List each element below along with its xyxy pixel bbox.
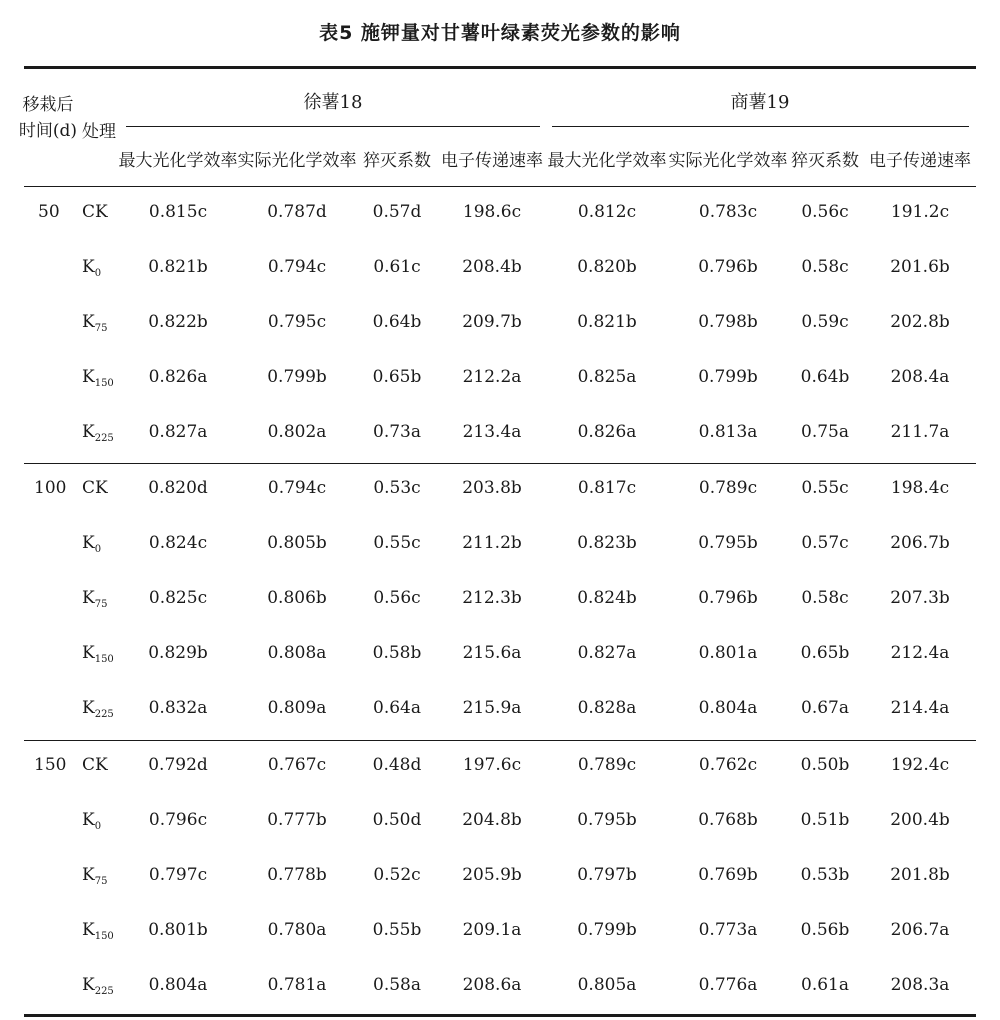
table-cell: 0.780a bbox=[267, 920, 327, 940]
time-header-line1: 移栽后 bbox=[22, 95, 74, 115]
table-cell: 0.820d bbox=[148, 478, 208, 498]
treatment-subscript: 0 bbox=[94, 268, 102, 279]
table-cell: 0.794c bbox=[267, 478, 327, 498]
table-cell: 208.4b bbox=[462, 257, 522, 277]
treatment-label bbox=[82, 698, 114, 720]
table-cell: 201.6b bbox=[890, 257, 950, 277]
treatment-symbol: K bbox=[82, 698, 95, 718]
table-cell: 0.58a bbox=[373, 975, 421, 995]
table-cell: 212.2a bbox=[462, 367, 522, 387]
table-cell: 0.57c bbox=[801, 533, 849, 553]
treatment-label bbox=[82, 202, 108, 222]
treatment-symbol: K bbox=[82, 422, 95, 442]
table-cell: 0.777b bbox=[267, 810, 327, 830]
time-value: 100 bbox=[34, 478, 67, 498]
table-cell: 0.52c bbox=[373, 865, 421, 885]
table-cell: 0.773a bbox=[698, 920, 758, 940]
table-cell: 213.4a bbox=[462, 422, 522, 442]
table-cell: 200.4b bbox=[890, 810, 950, 830]
table-cell: 208.6a bbox=[462, 975, 522, 995]
table-cell: 0.799b bbox=[698, 367, 758, 387]
table-cell: 0.796c bbox=[148, 810, 208, 830]
table-cell: 0.795b bbox=[698, 533, 758, 553]
column-header: 最大光化学效率 bbox=[547, 151, 667, 171]
table-cell: 0.787d bbox=[267, 202, 327, 222]
table-cell: 0.58c bbox=[801, 588, 849, 608]
table-cell: 203.8b bbox=[462, 478, 522, 498]
table-cell: 0.796b bbox=[698, 588, 758, 608]
treatment-symbol: CK bbox=[82, 478, 108, 498]
table-cell: 0.812c bbox=[577, 202, 637, 222]
table-cell: 0.832a bbox=[148, 698, 208, 718]
table-cell: 0.809a bbox=[267, 698, 327, 718]
table-cell: 204.8b bbox=[462, 810, 522, 830]
treatment-subscript: 75 bbox=[94, 323, 108, 334]
section-separator bbox=[24, 463, 976, 464]
table-cell: 0.805b bbox=[267, 533, 327, 553]
treatment-label bbox=[82, 643, 114, 665]
table-cell: 0.64b bbox=[372, 312, 422, 332]
table-cell: 0.769b bbox=[698, 865, 758, 885]
table-cell: 0.820b bbox=[577, 257, 637, 277]
table-cell: 0.821b bbox=[577, 312, 637, 332]
treatment-label bbox=[82, 422, 114, 444]
table-cell: 0.797c bbox=[148, 865, 208, 885]
table-cell: 0.56c bbox=[373, 588, 421, 608]
treatment-label bbox=[82, 588, 107, 610]
table-cell: 0.51b bbox=[800, 810, 850, 830]
table-cell: 0.59c bbox=[801, 312, 849, 332]
treatment-subscript: 225 bbox=[94, 709, 114, 720]
table-cell: 0.58c bbox=[801, 257, 849, 277]
table-cell: 0.801b bbox=[148, 920, 208, 940]
treatment-label bbox=[82, 920, 114, 942]
table-cell: 0.797b bbox=[577, 865, 637, 885]
table-cell: 207.3b bbox=[890, 588, 950, 608]
treatment-symbol: K bbox=[82, 257, 95, 277]
header-bottom-rule bbox=[24, 186, 976, 187]
table-cell: 0.815c bbox=[148, 202, 208, 222]
treatment-symbol: K bbox=[82, 920, 95, 940]
top-rule bbox=[24, 66, 976, 69]
table-cell: 0.67a bbox=[801, 698, 849, 718]
time-value: 150 bbox=[34, 755, 67, 775]
treatment-symbol: K bbox=[82, 588, 95, 608]
table-cell: 0.808a bbox=[267, 643, 327, 663]
table-cell: 215.9a bbox=[462, 698, 522, 718]
table-cell: 215.6a bbox=[462, 643, 522, 663]
table-cell: 0.794c bbox=[267, 257, 327, 277]
table-cell: 0.58b bbox=[372, 643, 422, 663]
treatment-symbol: K bbox=[82, 865, 95, 885]
table-cell: 212.3b bbox=[462, 588, 522, 608]
table-cell: 0.75a bbox=[801, 422, 849, 442]
time-value: 50 bbox=[38, 202, 60, 222]
table-cell: 0.822b bbox=[148, 312, 208, 332]
table-cell: 0.64a bbox=[373, 698, 421, 718]
treatment-subscript: 225 bbox=[94, 433, 114, 444]
section-separator bbox=[24, 740, 976, 741]
treatment-subscript: 75 bbox=[94, 599, 108, 610]
table-cell: 0.789c bbox=[577, 755, 637, 775]
treatment-subscript: 150 bbox=[94, 654, 114, 665]
table-cell: 0.824b bbox=[577, 588, 637, 608]
table-cell: 0.826a bbox=[577, 422, 637, 442]
table-cell: 0.57d bbox=[372, 202, 422, 222]
group2-underline bbox=[552, 126, 969, 127]
treatment-symbol: K bbox=[82, 810, 95, 830]
table-cell: 0.827a bbox=[577, 643, 637, 663]
table-cell: 0.817c bbox=[577, 478, 637, 498]
table-cell: 0.813a bbox=[698, 422, 758, 442]
treatment-label bbox=[82, 257, 101, 279]
table-cell: 0.73a bbox=[373, 422, 421, 442]
treatment-label bbox=[82, 975, 114, 997]
table-cell: 0.806b bbox=[267, 588, 327, 608]
table-cell: 214.4a bbox=[890, 698, 950, 718]
treatment-symbol: K bbox=[82, 643, 95, 663]
column-header: 最大光化学效率 bbox=[118, 151, 238, 171]
table-cell: 0.792d bbox=[148, 755, 208, 775]
table-cell: 0.825a bbox=[577, 367, 637, 387]
table-cell: 0.826a bbox=[148, 367, 208, 387]
table-cell: 208.4a bbox=[890, 367, 950, 387]
column-header: 猝灭系数 bbox=[363, 151, 431, 171]
table-cell: 0.827a bbox=[148, 422, 208, 442]
table-cell: 208.3a bbox=[890, 975, 950, 995]
treatment-label bbox=[82, 478, 108, 498]
table-cell: 0.50d bbox=[372, 810, 422, 830]
table-cell: 0.804a bbox=[698, 698, 758, 718]
column-header: 猝灭系数 bbox=[791, 151, 859, 171]
column-header: 实际光化学效率 bbox=[668, 151, 788, 171]
table-cell: 0.801a bbox=[698, 643, 758, 663]
table-cell: 0.61c bbox=[373, 257, 421, 277]
table-cell: 0.48d bbox=[372, 755, 422, 775]
table-cell: 0.50b bbox=[800, 755, 850, 775]
treatment-symbol: K bbox=[82, 533, 95, 553]
table-cell: 0.789c bbox=[698, 478, 758, 498]
table-cell: 0.783c bbox=[698, 202, 758, 222]
table-cell: 0.804a bbox=[148, 975, 208, 995]
table-cell: 0.776a bbox=[698, 975, 758, 995]
table-cell: 202.8b bbox=[890, 312, 950, 332]
table-cell: 0.778b bbox=[267, 865, 327, 885]
treatment-header: 处理 bbox=[82, 122, 116, 142]
table-cell: 198.4c bbox=[890, 478, 950, 498]
table-cell: 0.823b bbox=[577, 533, 637, 553]
table-cell: 191.2c bbox=[890, 202, 950, 222]
table-cell: 0.55c bbox=[373, 533, 421, 553]
time-header-line2: 时间(d) bbox=[18, 121, 78, 141]
table-cell: 0.65b bbox=[372, 367, 422, 387]
table-cell: 0.767c bbox=[267, 755, 327, 775]
treatment-label bbox=[82, 312, 107, 334]
table-cell: 0.55c bbox=[801, 478, 849, 498]
treatment-label bbox=[82, 367, 114, 389]
table-cell: 0.56b bbox=[800, 920, 850, 940]
table-cell: 0.799b bbox=[577, 920, 637, 940]
table-cell: 0.805a bbox=[577, 975, 637, 995]
table-cell: 201.8b bbox=[890, 865, 950, 885]
treatment-label bbox=[82, 810, 101, 832]
table-cell: 0.795b bbox=[577, 810, 637, 830]
group-header-shangshu19: 商薯19 bbox=[730, 92, 790, 113]
treatment-label bbox=[82, 865, 107, 887]
table-cell: 0.64b bbox=[800, 367, 850, 387]
treatment-label bbox=[82, 533, 101, 555]
table-cell: 211.7a bbox=[890, 422, 950, 442]
treatment-subscript: 225 bbox=[94, 986, 114, 997]
column-header: 电子传递速率 bbox=[441, 151, 543, 171]
treatment-symbol: K bbox=[82, 975, 95, 995]
treatment-label bbox=[82, 755, 108, 775]
treatment-symbol: K bbox=[82, 312, 95, 332]
group-header-xushu18: 徐薯18 bbox=[303, 92, 363, 113]
table-cell: 209.7b bbox=[462, 312, 522, 332]
table-cell: 0.821b bbox=[148, 257, 208, 277]
table-cell: 192.4c bbox=[890, 755, 950, 775]
bottom-rule bbox=[24, 1014, 976, 1017]
table-cell: 206.7a bbox=[890, 920, 950, 940]
table-title: 表5 施钾量对甘薯叶绿素荧光参数的影响 bbox=[319, 22, 681, 44]
table-cell: 0.53c bbox=[373, 478, 421, 498]
table-cell: 0.799b bbox=[267, 367, 327, 387]
table-cell: 0.56c bbox=[801, 202, 849, 222]
table-cell: 0.828a bbox=[577, 698, 637, 718]
table-cell: 0.829b bbox=[148, 643, 208, 663]
table-cell: 0.796b bbox=[698, 257, 758, 277]
table-cell: 0.781a bbox=[267, 975, 327, 995]
treatment-symbol: CK bbox=[82, 202, 108, 222]
table-cell: 205.9b bbox=[462, 865, 522, 885]
table-cell: 211.2b bbox=[462, 533, 522, 553]
treatment-subscript: 0 bbox=[94, 544, 102, 555]
table-cell: 0.61a bbox=[801, 975, 849, 995]
table-cell: 0.798b bbox=[698, 312, 758, 332]
table-cell: 0.824c bbox=[148, 533, 208, 553]
table-cell: 206.7b bbox=[890, 533, 950, 553]
treatment-subscript: 150 bbox=[94, 378, 114, 389]
table-cell: 197.6c bbox=[462, 755, 522, 775]
column-header: 实际光化学效率 bbox=[237, 151, 357, 171]
time-header bbox=[18, 92, 78, 144]
treatment-symbol: K bbox=[82, 367, 95, 387]
table-cell: 209.1a bbox=[462, 920, 522, 940]
table-cell: 0.762c bbox=[698, 755, 758, 775]
table-cell: 0.65b bbox=[800, 643, 850, 663]
table-cell: 0.795c bbox=[267, 312, 327, 332]
treatment-subscript: 150 bbox=[94, 931, 114, 942]
group1-underline bbox=[126, 126, 540, 127]
table-cell: 0.802a bbox=[267, 422, 327, 442]
treatment-subscript: 0 bbox=[94, 821, 102, 832]
table-cell: 0.825c bbox=[148, 588, 208, 608]
table-cell: 0.768b bbox=[698, 810, 758, 830]
column-header: 电子传递速率 bbox=[869, 151, 971, 171]
table-cell: 0.55b bbox=[372, 920, 422, 940]
treatment-symbol: CK bbox=[82, 755, 108, 775]
table-cell: 198.6c bbox=[462, 202, 522, 222]
treatment-subscript: 75 bbox=[94, 876, 108, 887]
table-cell: 0.53b bbox=[800, 865, 850, 885]
table-cell: 212.4a bbox=[890, 643, 950, 663]
